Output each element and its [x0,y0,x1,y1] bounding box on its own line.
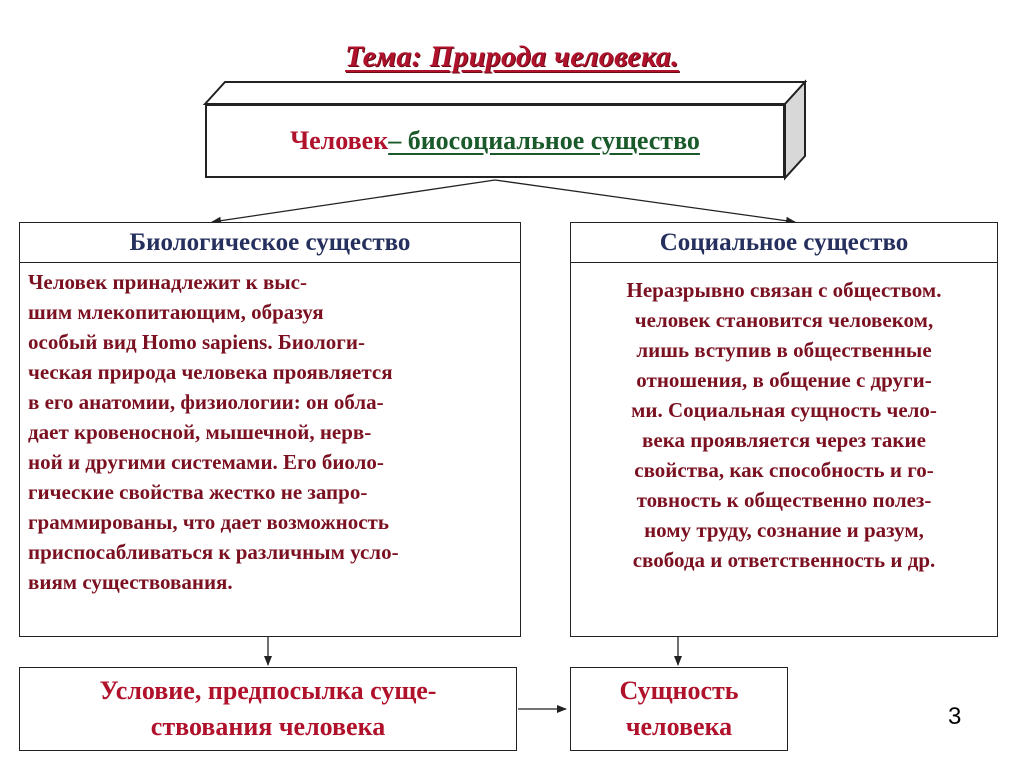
main-definition-box [205,104,785,178]
slide-title: Тема: Природа человека. [345,40,679,73]
social-text: Неразрывно связан с обществом. человек становится человеком, лишь вступив в общественные отношения, в общение с други- ми. Социальная сущность чело- века проявляется через такие свойства, как способность и го- товность к общественно полез- ному труду, сознание и разум, свобода и ответственность и др. [626,278,942,573]
arrow-to-social [495,180,795,222]
main-definition: – биосоциальное существо [388,126,700,155]
biological-text: Человек принадлежит к выс- шим млекопитающим, образуя особый вид Homo sapiens. Биологи- ческая природа человека проявляется в его анатомии, физиологии: он обла- дает кровеносной, мышечной, нерв- ной и другими системами. Его биоло- гические свойства жестко не запро- граммированы, что дает возможность приспосабливаться к различным усло- виям существования. [28,270,399,595]
essence-box: Сущность человека [570,667,788,751]
biological-box [19,222,521,637]
condition-box: Условие, предпосылка суще- ствования человека [19,667,517,751]
arrow-to-biological [212,180,495,222]
social-box [570,222,998,637]
page-number: 3 [948,703,962,730]
main-word: Человек [290,126,389,155]
social-heading: Социальное существо [571,223,997,263]
biological-heading: Биологическое существо [20,223,520,263]
main-box-top-face [205,82,805,104]
